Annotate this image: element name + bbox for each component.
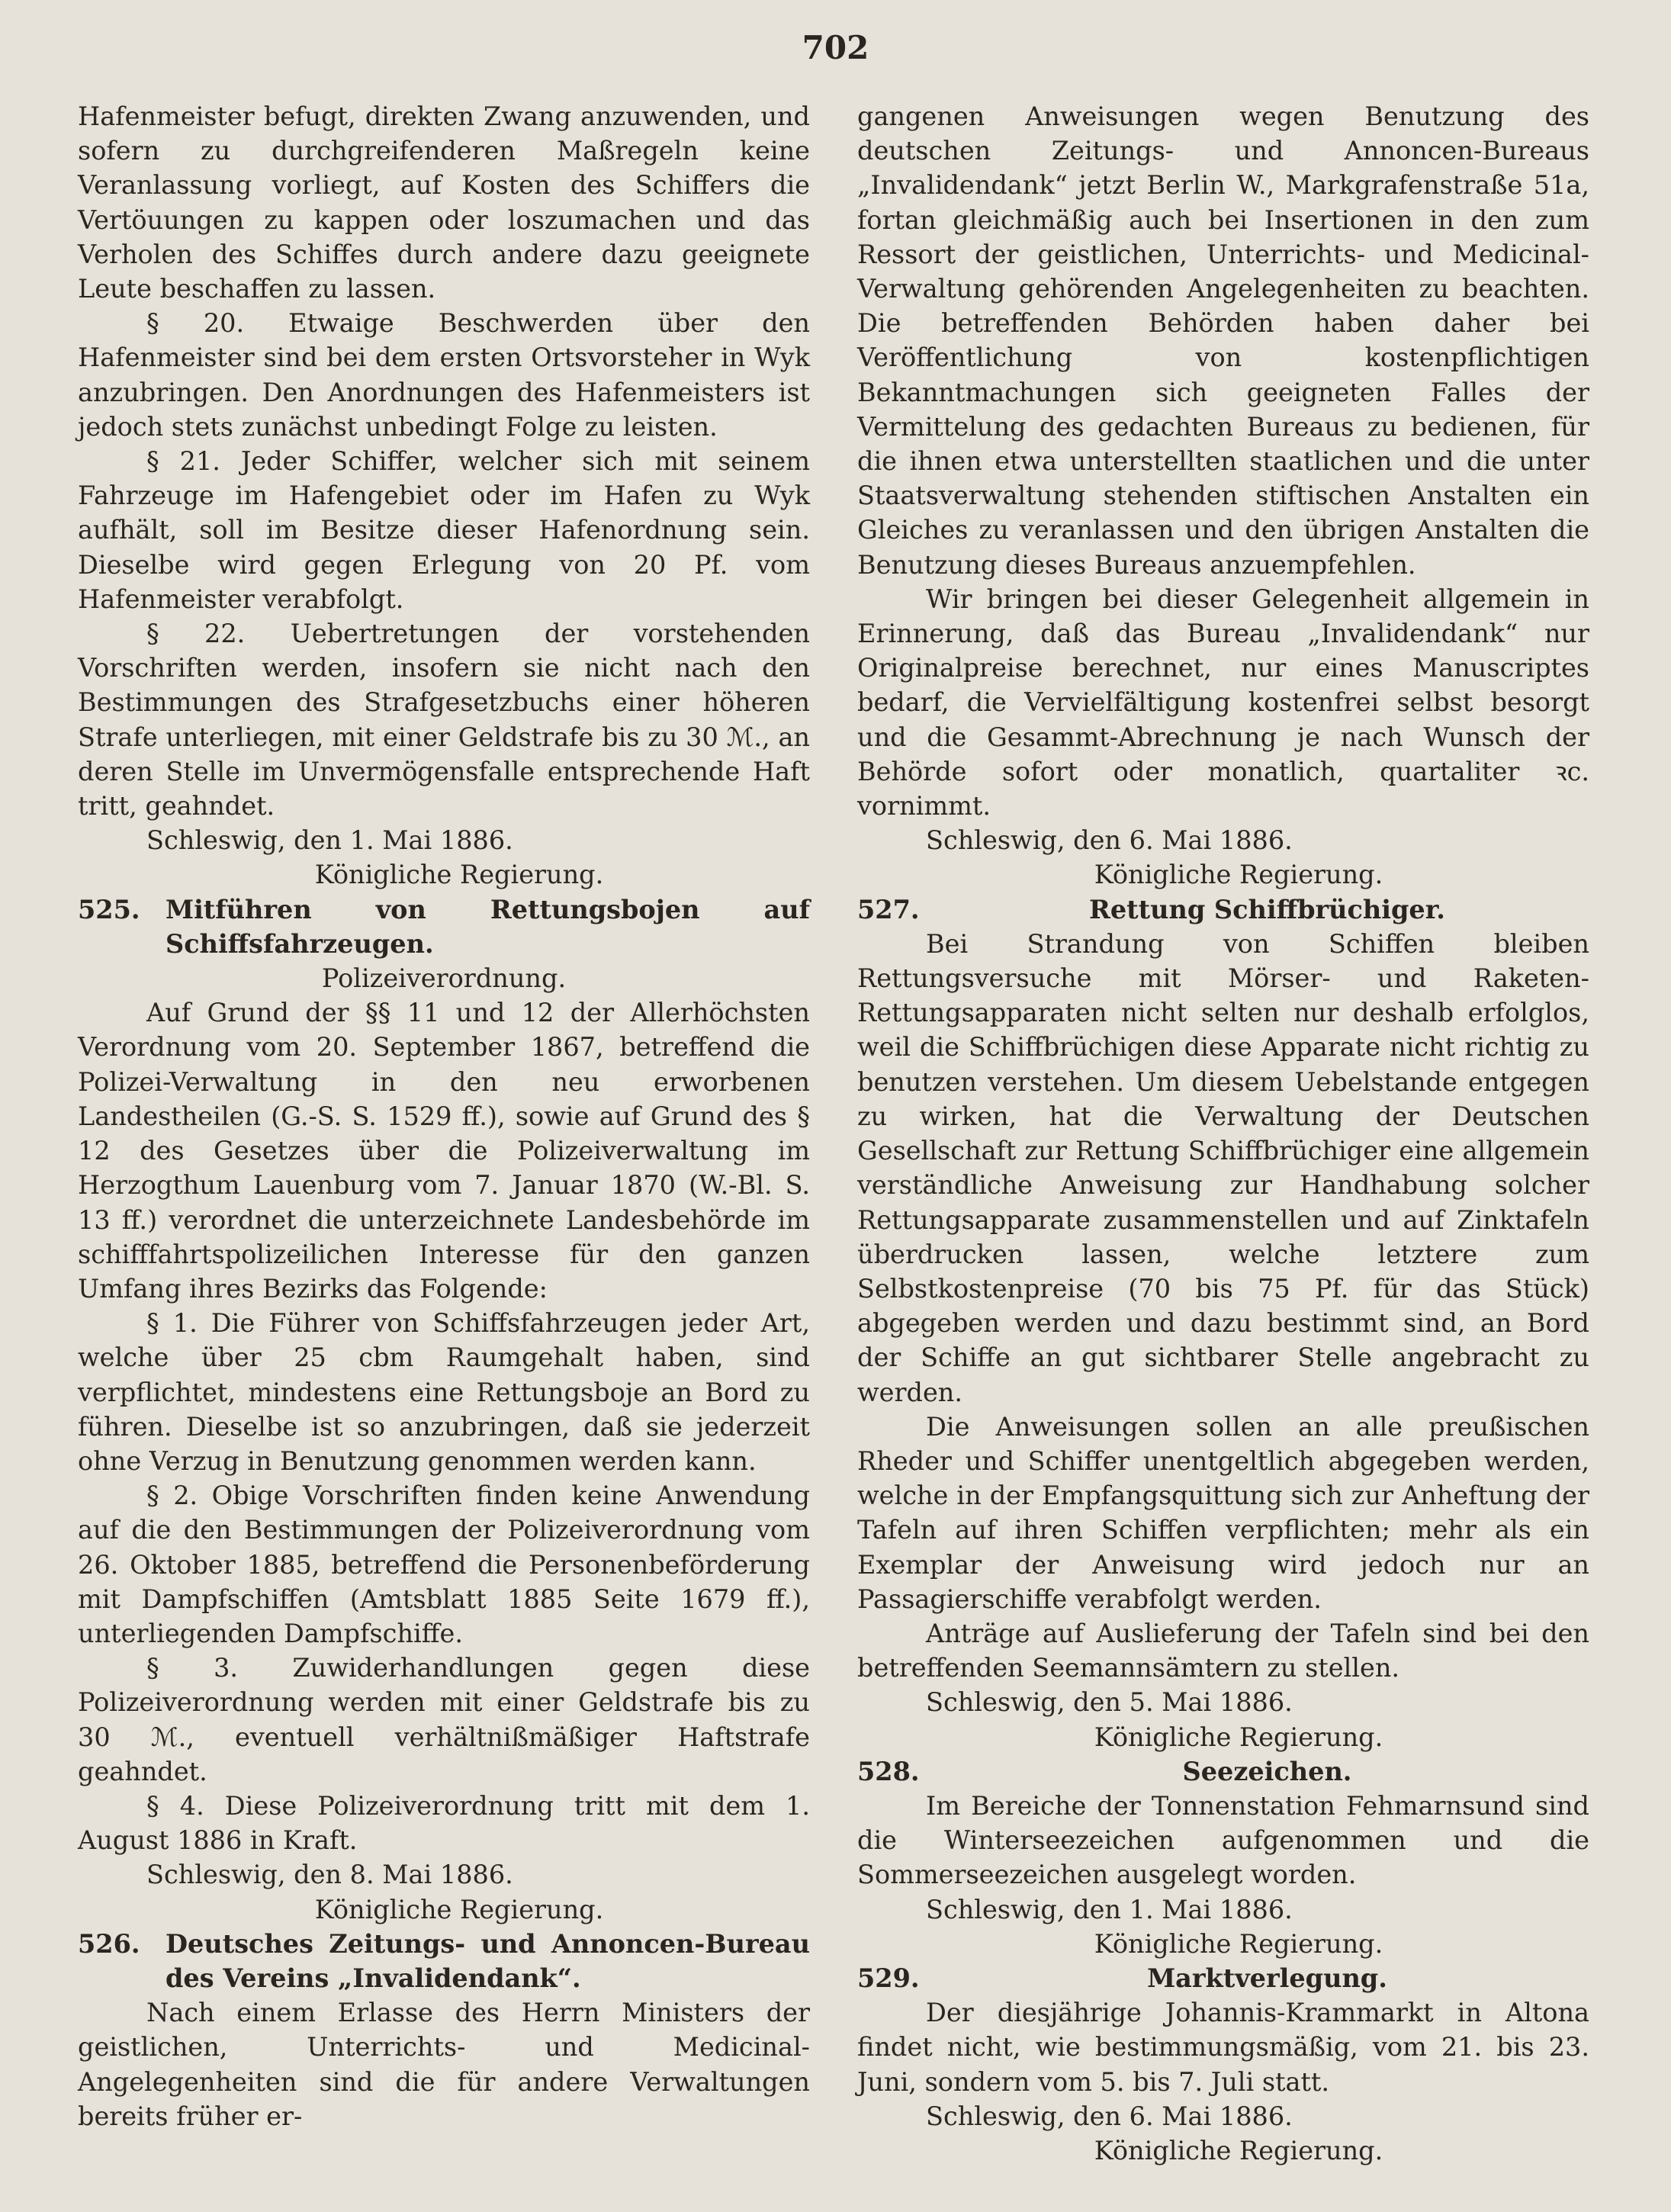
- paragraph-body: Die Anweisungen sollen an alle preußischen Rheder und Schiffer unentgeltlich abgegeben werden, welche in der Empfangsquittung sich zur Anheftung der Tafeln auf ihren Schiffen verpflichten; mehr als ein Exemplar der Anweisung wird jedoch nur an Passagierschiffe verabfolgt werden.: [857, 1411, 1589, 1614]
- section-title: Mitführen von Rettungsbojen auf Schiffsfahrzeugen.: [165, 894, 810, 959]
- place-date: Schleswig, den 5. Mai 1886.: [926, 1687, 1293, 1718]
- paragraph-hafenordnung-continued: Hafenmeister befugt, direkten Zwang anzuwenden, und sofern zu durchgreifenderen Maßregeln keine Veranlassung vorliegt, auf Kosten des Schiffers die Vertöuungen zu kappen oder loszumachen und das Verholen des Schiffes durch andere dazu geeignete Leute beschaffen zu lassen.: [78, 101, 810, 304]
- paragraph-body: Im Bereiche der Tonnenstation Fehmarnsund sind die Winterseezeichen aufgenommen und die Sommerseezeichen ausgelegt worden.: [857, 1790, 1589, 1890]
- paragraph-526-continued: gangenen Anweisungen wegen Benutzung des deutschen Zeitungs- und Annoncen-Bureaus „Invalidendank“ jetzt Berlin W., Markgrafenstraße 51a, fortan gleichmäßig auch bei Insertionen in den zum Ressort der geistlichen, Unterrichts- und Medicinal-Verwaltung gehörenden Angelegenheiten zu beachten. Die betreffenden Behörden haben daher bei Veröffentlichung von kostenpflichtigen Bekanntmachungen sich geeigneten Falles der Vermittelung des gedachten Bureaus zu bedienen, für die ihnen etwa unterstellten staatlichen und die unter Staatsverwaltung stehenden stiftischen Anstalten ein Gleiches zu veranlassen und den übrigen Anstalten die Benutzung dieses Bureaus anzuempfehlen.: [857, 101, 1589, 580]
- place-date: Schleswig, den 6. Mai 1886.: [926, 825, 1293, 856]
- authority-signature: Königliche Regierung.: [1094, 1722, 1383, 1752]
- section-title: Seezeichen.: [1182, 1756, 1352, 1786]
- paragraph-body: Wir bringen bei dieser Gelegenheit allgemein in Erinnerung, daß das Bureau „Invalidendank“ nur Originalpreise berechnet, nur eines Manuscriptes bedarf, die Vervielfältigung kostenfrei selbst besorgt und die Gesammt-Abrechnung je nach Wunsch der Behörde sofort oder monatlich, quartaliter ꝛc. vornimmt.: [857, 584, 1589, 821]
- section-title: Rettung Schiffbrüchiger.: [1089, 894, 1445, 924]
- place-date: Schleswig, den 1. Mai 1886.: [146, 825, 513, 856]
- paragraph-section-20: § 20. Etwaige Beschwerden über den Hafenmeister sind bei dem ersten Ortsvorsteher in Wyk anzubringen. Den Anordnungen des Hafenmeisters ist jedoch stets zunächst unbedingt Folge zu leisten.: [78, 308, 810, 442]
- section-subtitle: Polizeiverordnung.: [321, 963, 567, 994]
- paragraph-section-3: § 3. Zuwiderhandlungen gegen diese Polizeiverordnung werden mit einer Geldstrafe bis zu 30 ℳ., eventuell verhältnißmäßiger Haftstrafe geahndet.: [78, 1653, 810, 1786]
- place-date: Schleswig, den 8. Mai 1886.: [146, 1860, 513, 1890]
- section-number: 529.: [857, 1963, 920, 1993]
- paragraph-section-4: § 4. Diese Polizeiverordnung tritt mit dem 1. August 1886 in Kraft.: [78, 1790, 810, 1856]
- section-number: 525.: [78, 894, 140, 924]
- authority-signature: Königliche Regierung.: [1094, 1928, 1383, 1959]
- left-column: [78, 99, 810, 2133]
- section-heading-528: [857, 1754, 1589, 1789]
- authority-signature: Königliche Regierung.: [314, 860, 604, 890]
- section-number: 526.: [78, 1928, 140, 1959]
- section-heading-526: [78, 1927, 810, 1995]
- right-column: [857, 99, 1589, 2168]
- paragraph-section-21: § 21. Jeder Schiffer, welcher sich mit seinem Fahrzeuge im Hafengebiet oder im Hafen zu Wyk aufhält, soll im Besitze dieser Hafenordnung sein. Dieselbe wird gegen Erlegung von 20 Pf. vom Hafenmeister verabfolgt.: [78, 446, 810, 614]
- section-title: Marktverlegung.: [1147, 1963, 1387, 1993]
- paragraph-body: Bei Strandung von Schiffen bleiben Rettungsversuche mit Mörser- und Raketen-Rettungsapparaten nicht selten nur deshalb erfolglos, weil die Schiffbrüchigen diese Apparate nicht richtig zu benutzen verstehen. Um diesem Uebelstande entgegen zu wirken, hat die Verwaltung der Deutschen Gesellschaft zur Rettung Schiffbrüchiger eine allgemein verständliche Anweisung zur Handhabung solcher Rettungsapparate zusammenstellen und auf Zinktafeln überdrucken lassen, welche letztere zum Selbstkostenpreise (70 bis 75 Pf. für das Stück) abgegeben werden und dazu bestimmt sind, an Bord der Schiffe an gut sichtbarer Stelle angebracht zu werden.: [857, 928, 1589, 1407]
- paragraph-section-2: § 2. Obige Vorschriften finden keine Anwendung auf die den Bestimmungen der Polizeiverordnung vom 26. Oktober 1885, betreffend die Personenbeförderung mit Dampfschiffen (Amtsblatt 1885 Seite 1679 ff.), unterliegenden Dampfschiffe.: [78, 1481, 810, 1648]
- authority-signature: Königliche Regierung.: [314, 1894, 604, 1924]
- section-heading-525: [78, 892, 810, 961]
- paragraph-section-22: § 22. Uebertretungen der vorstehenden Vorschriften werden, insofern sie nicht nach den Bestimmungen des Strafgesetzbuchs einer höheren Strafe unterliegen, mit einer Geldstrafe bis zu 30 ℳ., an deren Stelle im Unvermögensfalle entsprechende Haft tritt, geahndet.: [78, 619, 810, 821]
- paragraph-intro: Auf Grund der §§ 11 und 12 der Allerhöchsten Verordnung vom 20. September 1867, betreffend die Polizei-Verwaltung in den neu erworbenen Landestheilen (G.-S. S. 1529 ff.), sowie auf Grund des § 12 des Gesetzes über die Polizeiverwaltung im Herzogthum Lauenburg vom 7. Januar 1870 (W.-Bl. S. 13 ff.) verordnet die unterzeichnete Landesbehörde im schifffahrtspolizeilichen Interesse für den ganzen Umfang ihres Bezirks das Folgende:: [78, 998, 810, 1304]
- section-title: Deutsches Zeitungs- und Annoncen-Bureau des Vereins „Invalidendank“.: [165, 1928, 810, 1993]
- paragraph-body: Anträge auf Auslieferung der Tafeln sind bei den betreffenden Seemannsämtern zu stellen.: [857, 1618, 1589, 1683]
- page-number: 702: [802, 29, 869, 66]
- section-heading-527: [857, 892, 1589, 927]
- place-date: Schleswig, den 1. Mai 1886.: [926, 1894, 1293, 1924]
- authority-signature: Königliche Regierung.: [1094, 2135, 1383, 2165]
- paragraph-section-1: § 1. Die Führer von Schiffsfahrzeugen jeder Art, welche über 25 cbm Raumgehalt haben, sind verpflichtet, mindestens eine Rettungsboje an Bord zu führen. Dieselbe ist so anzubringen, daß sie jederzeit ohne Verzug in Benutzung genommen werden kann.: [78, 1308, 810, 1476]
- place-date: Schleswig, den 6. Mai 1886.: [926, 2101, 1293, 2131]
- section-number: 527.: [857, 894, 920, 924]
- authority-signature: Königliche Regierung.: [1094, 860, 1383, 890]
- section-heading-529: [857, 1961, 1589, 1995]
- paragraph-body: Nach einem Erlasse des Herrn Ministers der geistlichen, Unterrichts- und Medicinal-Angelegenheiten sind die für andere Verwaltungen bereits früher er-: [78, 1998, 810, 2131]
- section-number: 528.: [857, 1756, 920, 1786]
- paragraph-body: Der diesjährige Johannis-Krammarkt in Altona findet nicht, wie bestimmungsmäßig, vom 21. bis 23. Juni, sondern vom 5. bis 7. Juli statt.: [857, 1998, 1589, 2097]
